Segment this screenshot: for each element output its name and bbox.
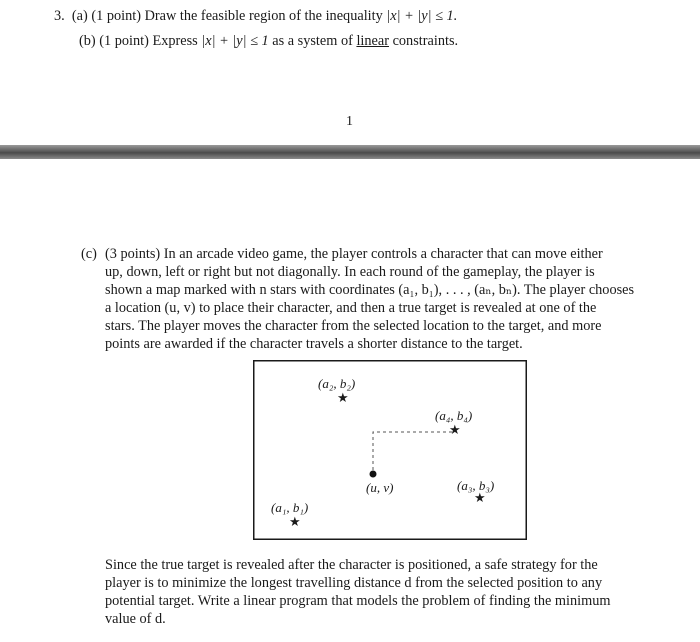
part-c-line: up, down, left or right but not diagonally. In each round of the gameplay, the player is bbox=[105, 263, 595, 280]
part-a-text: Draw the feasible region of the inequality bbox=[144, 8, 383, 24]
point-label-a1-b1: (a₁, b₁) bbox=[271, 500, 309, 515]
part-b-inequality: |x| + |y| ≤ 1 bbox=[201, 33, 269, 49]
point-label-u-v: (u, v) bbox=[366, 480, 394, 495]
part-c-line: (3 points) In an arcade video game, the player controls a character that can move either bbox=[105, 246, 603, 262]
game-map-svg bbox=[253, 360, 527, 540]
point-label-a2-b2: (a₂, b₂) bbox=[318, 376, 356, 391]
question-3a bbox=[54, 7, 457, 25]
part-b-points: (1 point) bbox=[99, 33, 149, 49]
part-c-paragraph bbox=[81, 246, 669, 353]
part-b-text-middle: as a system of bbox=[272, 33, 353, 49]
character-marker bbox=[370, 471, 377, 478]
question-3b bbox=[79, 32, 458, 50]
star-icon: ★ bbox=[474, 490, 486, 505]
part-c-line: a location (u, v) to place their character, and then a true target is revealed at one of the bbox=[105, 299, 597, 316]
part-b-text-before: Express bbox=[152, 33, 198, 49]
closing-line: potential target. Write a linear program that models the problem of finding the minimum bbox=[105, 592, 611, 609]
part-b-text-after: constraints. bbox=[392, 33, 459, 49]
point-label-a3-b3: (a₃, b₃) bbox=[457, 478, 495, 493]
part-a-points: (1 point) bbox=[91, 8, 141, 24]
part-c-label: (c) bbox=[81, 246, 97, 262]
movement-path bbox=[373, 432, 453, 470]
part-c-line: stars. The player moves the character from the selected location to the target, and more bbox=[105, 317, 602, 334]
page-divider bbox=[0, 145, 700, 159]
closing-line: player is to minimize the longest travelling distance d from the selected position to any bbox=[105, 574, 603, 591]
question-number: 3. bbox=[54, 8, 65, 24]
closing-paragraph bbox=[105, 557, 669, 629]
page-number: 1 bbox=[346, 114, 353, 129]
part-b-label: (b) bbox=[79, 33, 96, 49]
part-a-label: (a) bbox=[71, 8, 88, 24]
part-c-line: points are awarded if the character travels a shorter distance to the target. bbox=[105, 335, 523, 352]
game-map-figure bbox=[253, 360, 527, 540]
underlined-word-linear: linear bbox=[356, 33, 389, 49]
star-icon: ★ bbox=[449, 422, 461, 437]
star-icon: ★ bbox=[337, 390, 349, 405]
closing-line: value of d. bbox=[105, 610, 166, 627]
part-c-line: shown a map marked with n stars with coordinates (a₁, b₁), . . . , (aₙ, bₙ). The player chooses bbox=[105, 281, 635, 298]
star-icon: ★ bbox=[289, 514, 301, 529]
closing-line: Since the true target is revealed after the character is positioned, a safe strategy for the bbox=[105, 557, 598, 573]
point-label-a4-b4: (a₄, b₄) bbox=[435, 408, 473, 423]
part-a-inequality: |x| + |y| ≤ 1. bbox=[386, 8, 458, 24]
